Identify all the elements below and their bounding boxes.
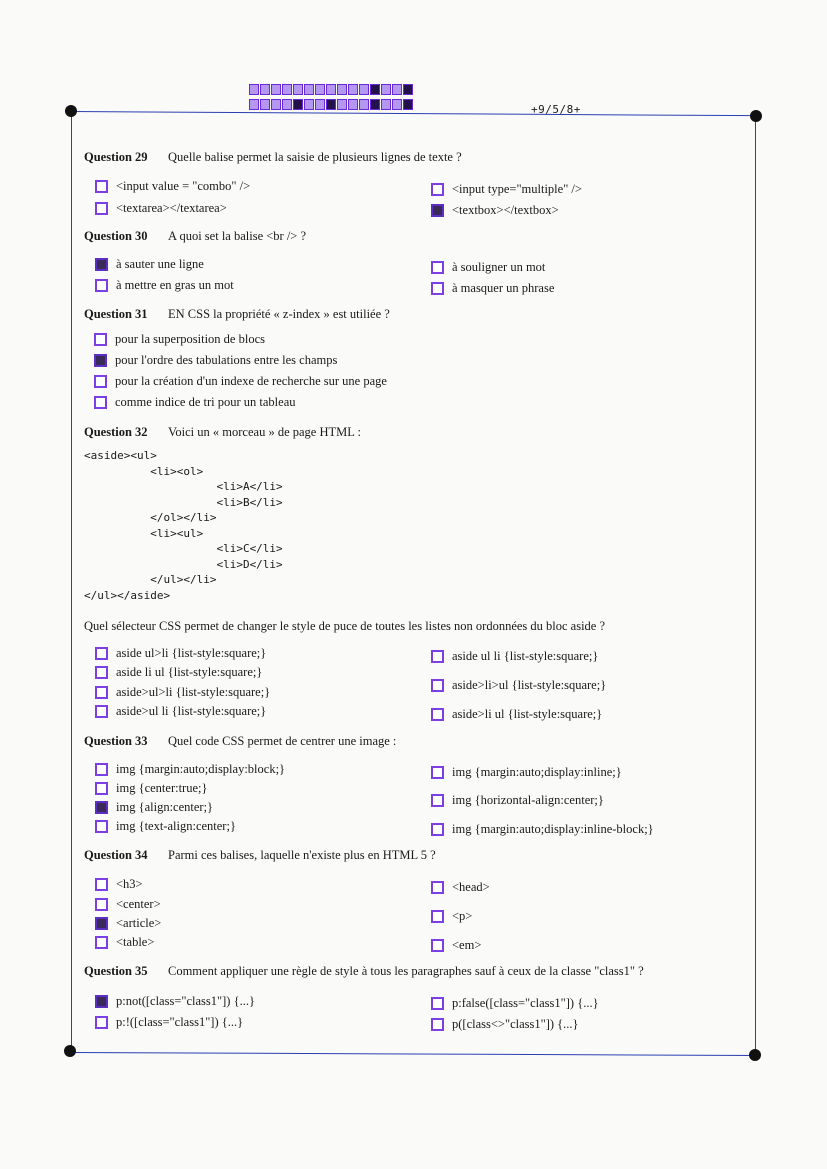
checkbox[interactable] <box>95 782 108 795</box>
option-label: pour la superposition de blocs <box>115 332 265 346</box>
answer-option[interactable] <box>431 649 598 664</box>
option-label: img {margin:auto;display:inline-block;} <box>452 822 654 836</box>
checkbox[interactable] <box>431 997 444 1010</box>
answer-option[interactable] <box>95 877 143 892</box>
checkbox[interactable] <box>95 878 108 891</box>
answer-option[interactable] <box>431 1017 579 1032</box>
option-label: à sauter une ligne <box>116 257 204 271</box>
answer-option[interactable] <box>431 909 472 924</box>
answer-option[interactable] <box>94 395 296 410</box>
barcode-cell <box>337 99 347 110</box>
checkbox[interactable] <box>431 766 444 779</box>
question-number: Question 32 <box>84 425 148 439</box>
answer-option[interactable] <box>431 203 559 218</box>
barcode-cell <box>337 84 347 95</box>
checkbox[interactable] <box>95 936 108 949</box>
option-label: aside li ul {list-style:square;} <box>116 665 263 679</box>
answer-option[interactable] <box>95 646 266 661</box>
option-label: comme indice de tri pour un tableau <box>115 395 296 409</box>
question-number: Question 35 <box>84 964 148 978</box>
barcode-cell <box>304 99 314 110</box>
answer-option[interactable] <box>431 880 490 895</box>
question-text: EN CSS la propriété « z-index » est utiliée ? <box>168 307 390 321</box>
barcode-cell <box>326 99 336 110</box>
answer-option[interactable] <box>95 781 207 796</box>
checkbox[interactable] <box>431 1018 444 1031</box>
answer-option[interactable] <box>95 994 255 1009</box>
option-label: aside ul li {list-style:square;} <box>452 649 599 663</box>
checkbox[interactable] <box>95 647 108 660</box>
checkbox[interactable] <box>95 279 108 292</box>
option-label: img {align:center;} <box>116 800 214 814</box>
option-label: aside>ul>li {list-style:square;} <box>116 685 271 699</box>
frame-bottom <box>70 1052 757 1056</box>
answer-option[interactable] <box>431 281 554 296</box>
barcode-cell <box>403 84 413 95</box>
barcode-cell <box>271 84 281 95</box>
checkbox[interactable] <box>431 282 444 295</box>
barcode-cell <box>392 99 402 110</box>
checkbox[interactable] <box>431 261 444 274</box>
checkbox[interactable] <box>94 354 107 367</box>
answer-option[interactable] <box>95 819 236 834</box>
answer-option[interactable] <box>95 704 266 719</box>
answer-option[interactable] <box>95 201 227 216</box>
checkbox[interactable] <box>95 705 108 718</box>
question-text: Quelle balise permet la saisie de plusieurs lignes de texte ? <box>168 150 462 164</box>
checkbox[interactable] <box>431 679 444 692</box>
barcode-cell <box>359 84 369 95</box>
corner-mark-top-right <box>750 110 762 122</box>
question-32-followup: Quel sélecteur CSS permet de changer le style de puce de toutes les listes non ordonnées du bloc aside ? <box>84 619 606 633</box>
checkbox[interactable] <box>431 794 444 807</box>
answer-option[interactable] <box>95 278 234 293</box>
frame-top <box>72 111 757 116</box>
answer-option[interactable] <box>95 762 285 777</box>
option-label: aside ul>li {list-style:square;} <box>116 646 267 660</box>
checkbox[interactable] <box>95 180 108 193</box>
option-label: <input type="multiple" /> <box>452 182 582 196</box>
question-34 <box>84 848 436 863</box>
question-number: Question 34 <box>84 848 148 862</box>
answer-option[interactable] <box>431 793 604 808</box>
option-label: pour l'ordre des tabulations entre les champs <box>115 353 338 367</box>
option-label: p:false([class="class1"]) {...} <box>452 996 599 1010</box>
question-31 <box>84 307 390 322</box>
question-text: Parmi ces balises, laquelle n'existe plus en HTML 5 ? <box>168 848 436 862</box>
answer-option[interactable] <box>95 179 250 194</box>
checkbox[interactable] <box>95 666 108 679</box>
option-label: img {margin:auto;display:inline;} <box>452 765 622 779</box>
option-label: <h3> <box>116 877 143 891</box>
checkbox[interactable] <box>431 708 444 721</box>
barcode-cell <box>315 84 325 95</box>
checkbox[interactable] <box>431 881 444 894</box>
frame-right <box>755 117 756 1055</box>
answer-option[interactable] <box>95 1015 243 1030</box>
checkbox[interactable] <box>95 995 108 1008</box>
option-label: <input value = "combo" /> <box>116 179 251 193</box>
barcode-cell <box>326 84 336 95</box>
barcode-cell <box>249 84 259 95</box>
option-label: <em> <box>452 938 482 952</box>
corner-mark-bottom-right <box>749 1049 761 1061</box>
option-label: p:!([class="class1"]) {...} <box>116 1015 244 1029</box>
answer-option[interactable] <box>95 916 161 931</box>
option-label: <table> <box>116 935 155 949</box>
question-text: Voici un « morceau » de page HTML : <box>168 425 362 439</box>
barcode-cell <box>403 99 413 110</box>
checkbox[interactable] <box>431 910 444 923</box>
option-label: <head> <box>452 880 490 894</box>
barcode-cell <box>370 84 380 95</box>
checkbox[interactable] <box>95 1016 108 1029</box>
answer-option[interactable] <box>95 685 270 700</box>
answer-option[interactable] <box>94 353 337 368</box>
barcode-cell <box>392 84 402 95</box>
barcode-cell <box>370 99 380 110</box>
question-35 <box>84 964 644 979</box>
question-text: A quoi set la balise <br /> ? <box>168 229 307 243</box>
barcode-cell <box>282 84 292 95</box>
option-label: img {text-align:center;} <box>116 819 236 833</box>
option-label: <textarea></textarea> <box>116 201 227 215</box>
barcode-cell <box>293 99 303 110</box>
barcode-cell <box>348 99 358 110</box>
checkbox[interactable] <box>431 204 444 217</box>
barcode-cell <box>304 84 314 95</box>
option-label: à souligner un mot <box>452 260 546 274</box>
barcode-cell <box>282 99 292 110</box>
option-label: à mettre en gras un mot <box>116 278 234 292</box>
question-30 <box>84 229 306 244</box>
barcode-row-2 <box>249 99 413 110</box>
option-label: aside>li>ul {list-style:square;} <box>452 678 607 692</box>
checkbox[interactable] <box>94 396 107 409</box>
barcode-cell <box>381 84 391 95</box>
answer-option[interactable] <box>431 182 582 197</box>
barcode-cell <box>293 84 303 95</box>
answer-option[interactable] <box>431 938 481 953</box>
answer-option[interactable] <box>95 897 161 912</box>
answer-option[interactable] <box>431 707 602 722</box>
question-number: Question 30 <box>84 229 148 243</box>
answer-option[interactable] <box>431 996 599 1011</box>
answer-option[interactable] <box>431 678 606 693</box>
question-number: Question 29 <box>84 150 148 164</box>
option-label: p([class<>"class1"]) {...} <box>452 1017 579 1031</box>
checkbox[interactable] <box>431 823 444 836</box>
barcode-cell <box>348 84 358 95</box>
question-32 <box>84 425 361 440</box>
corner-mark-top-left <box>65 105 77 117</box>
answer-option[interactable] <box>95 257 204 272</box>
frame-left <box>71 112 72 1052</box>
option-label: img {center:true;} <box>116 781 208 795</box>
html-code-snippet: <aside><ul> <li><ol> <li>A</li> <li>B</li> </ol></li> <li><ul> <li>C</li> <li>D</li> </ul></li> </ul></aside> <box>84 449 283 602</box>
option-label: <article> <box>116 916 162 930</box>
option-label: aside>ul li {list-style:square;} <box>116 704 267 718</box>
barcode-cell <box>249 99 259 110</box>
option-label: <textbox></textbox> <box>452 203 559 217</box>
checkbox[interactable] <box>431 183 444 196</box>
checkbox[interactable] <box>95 917 108 930</box>
checkbox[interactable] <box>95 202 108 215</box>
barcode-row-1 <box>249 84 413 95</box>
answer-option[interactable] <box>431 260 545 275</box>
corner-mark-bottom-left <box>64 1045 76 1057</box>
barcode-cell <box>260 99 270 110</box>
checkbox[interactable] <box>95 801 108 814</box>
question-number: Question 33 <box>84 734 148 748</box>
answer-option[interactable] <box>431 822 654 837</box>
answer-option[interactable] <box>95 800 213 815</box>
checkbox[interactable] <box>94 375 107 388</box>
option-label: img {horizontal-align:center;} <box>452 793 604 807</box>
question-33 <box>84 734 396 749</box>
answer-option[interactable] <box>94 374 387 389</box>
option-label: img {margin:auto;display:block;} <box>116 762 286 776</box>
checkbox[interactable] <box>94 333 107 346</box>
option-label: pour la création d'un indexe de recherche sur une page <box>115 374 387 388</box>
option-label: <center> <box>116 897 161 911</box>
checkbox[interactable] <box>95 686 108 699</box>
checkbox[interactable] <box>431 650 444 663</box>
answer-option[interactable] <box>95 665 262 680</box>
question-29 <box>84 150 462 165</box>
barcode-cell <box>381 99 391 110</box>
barcode-cell <box>260 84 270 95</box>
checkbox[interactable] <box>95 898 108 911</box>
answer-option[interactable] <box>431 765 622 780</box>
checkbox[interactable] <box>95 763 108 776</box>
page-id: +9/5/8+ <box>531 103 581 116</box>
answer-option[interactable] <box>94 332 265 347</box>
checkbox[interactable] <box>95 820 108 833</box>
answer-option[interactable] <box>95 935 154 950</box>
barcode-cell <box>315 99 325 110</box>
barcode-cell <box>359 99 369 110</box>
option-label: aside>li ul {list-style:square;} <box>452 707 603 721</box>
checkbox[interactable] <box>431 939 444 952</box>
barcode-cell <box>271 99 281 110</box>
question-text: Comment appliquer une règle de style à tous les paragraphes sauf à ceux de la classe "class1" ? <box>168 964 644 978</box>
option-label: p:not([class="class1"]) {...} <box>116 994 255 1008</box>
question-text: Quel code CSS permet de centrer une image : <box>168 734 397 748</box>
option-label: à masquer un phrase <box>452 281 555 295</box>
checkbox[interactable] <box>95 258 108 271</box>
question-number: Question 31 <box>84 307 148 321</box>
option-label: <p> <box>452 909 473 923</box>
